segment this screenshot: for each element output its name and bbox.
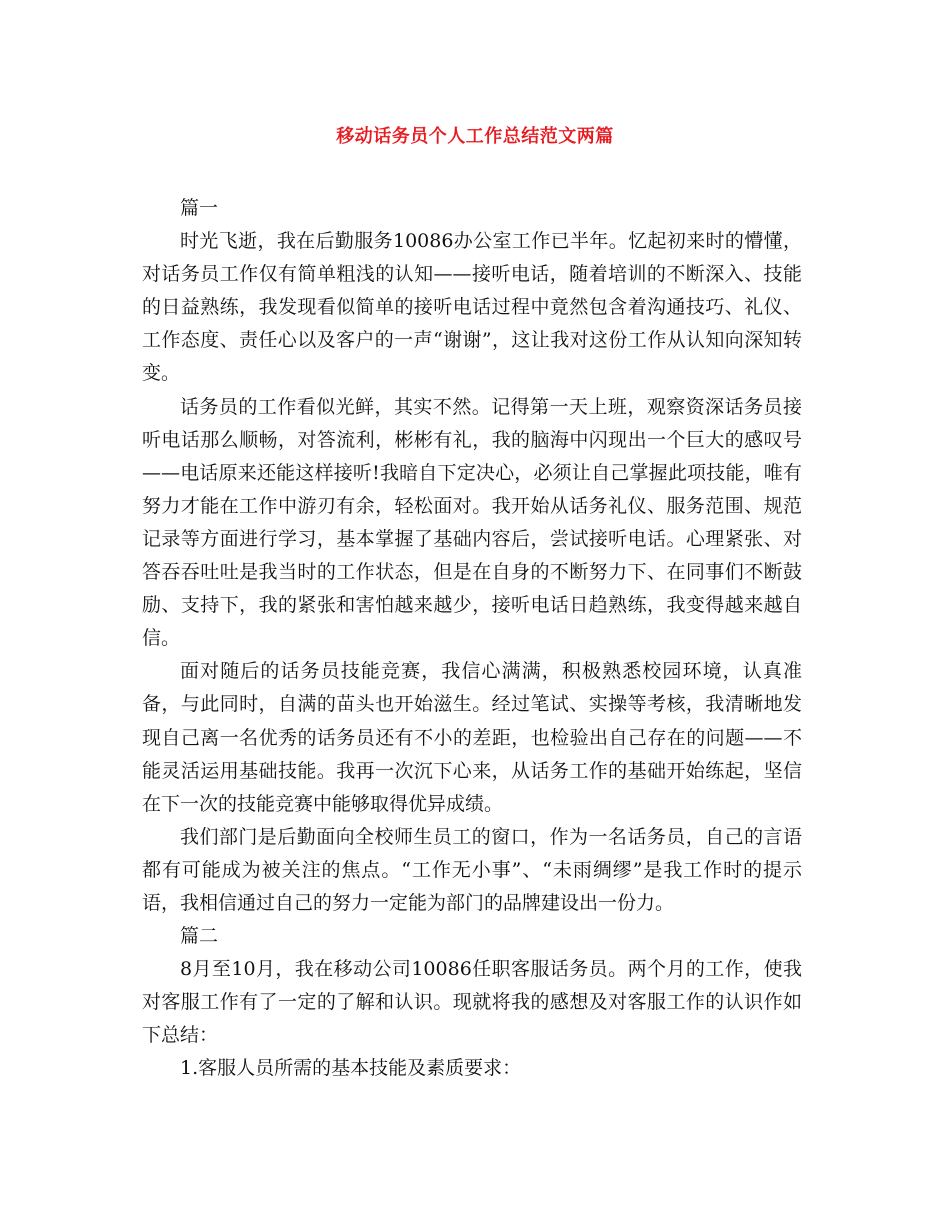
paragraph: 面对随后的话务员技能竞赛，我信心满满，积极熟悉校园环境，认真准备，与此同时，自满的苗头也开始滋生。经过笔试、实操等考核，我清晰地发现自己离一名优秀的话务员还有不小的差距，也检验出自己存在的问题——不能灵活运用基础技能。我再一次沉下心来，从话务工作的基础开始练起，坚信在下一次的技能竞赛中能够取得优异成绩。 [142,660,802,815]
section-heading-2: 篇二 [180,925,219,948]
section-heading-1: 篇一 [180,197,219,219]
paragraph: 时光飞逝，我在后勤服务10086办公室工作已半年。忆起初来时的懵懂，对话务员工作仅有简单粗浅的认知——接听电话，随着培训的不断深入、技能的日益熟练，我发现看似简单的接听电话过程中竟然包含着沟通技巧、礼仪、工作态度、责任心以及客户的一声“谢谢”，这让我对这份工作从认知向深知转变。 [142,230,802,385]
paragraph: 话务员的工作看似光鲜，其实不然。记得第一天上班，观察资深话务员接听电话那么顺畅，对答流利，彬彬有礼，我的脑海中闪现出一个巨大的感叹号——电话原来还能这样接听!我暗自下定决心，必须让自己掌握此项技能，唯有努力才能在工作中游刃有余，轻松面对。我开始从话务礼仪、服务范围、规范记录等方面进行学习，基本掌握了基础内容后，尝试接听电话。心理紧张、对答吞吞吐吐是我当时的工作状态，但是在自身的不断努力下、在同事们不断鼓励、支持下，我的紧张和害怕越来越少，接听电话日趋熟练，我变得越来越自信。 [142,395,802,650]
paragraph: 我们部门是后勤面向全校师生员工的窗口，作为一名话务员，自己的言语都有可能成为被关注的焦点。“工作无小事”、“未雨绸缪”是我工作时的提示语，我相信通过自己的努力一定能为部门的品牌建设出一份力。 [142,825,802,914]
paragraph: 8月至10月，我在移动公司10086任职客服话务员。两个月的工作，使我对客服工作有了一定的了解和认识。现就将我的感想及对客服工作的认识作如下总结： [142,958,802,1047]
document-body [142,192,802,1086]
list-item: 1.客服人员所需的基本技能及素质要求： [180,1057,522,1080]
document-title: 移动话务员个人工作总结范文两篇 [336,126,614,147]
